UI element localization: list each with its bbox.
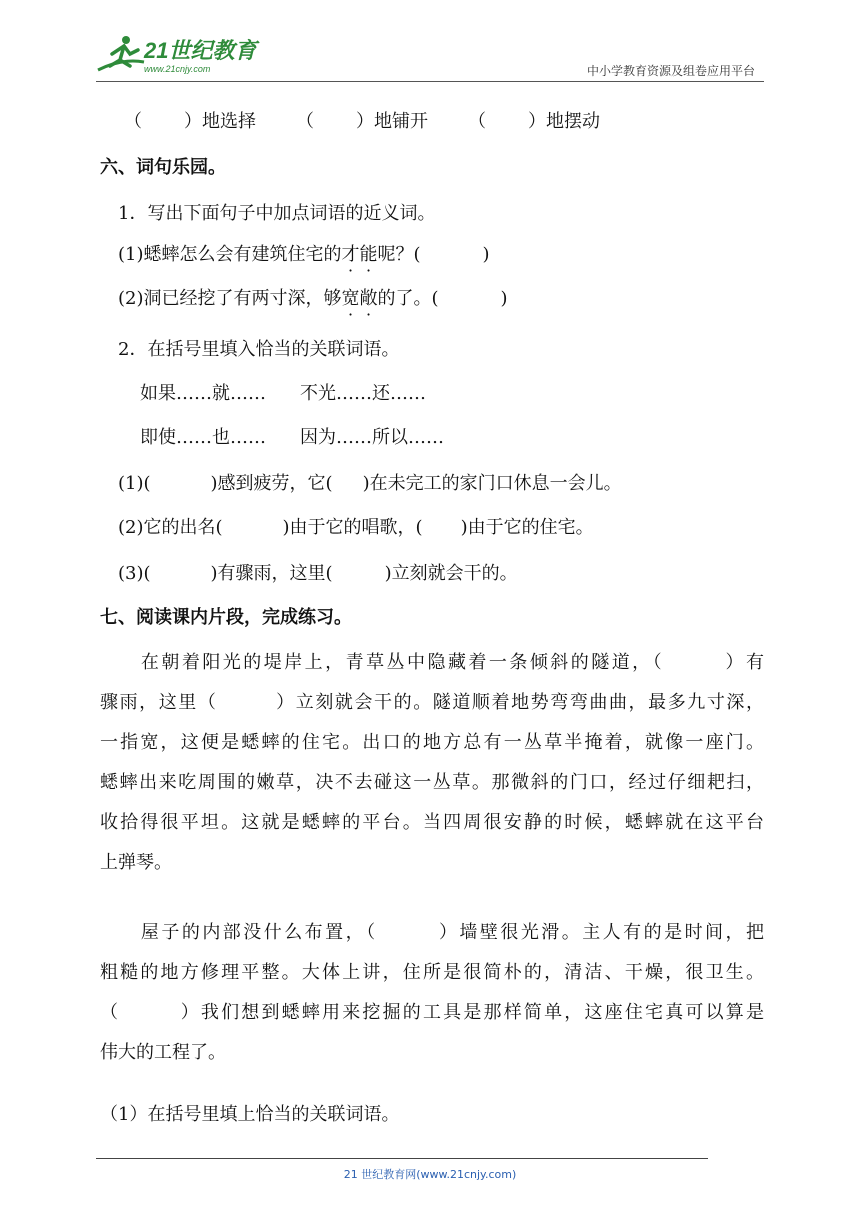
s6-q2-s1-part-b: )感到疲劳，它(	[210, 473, 333, 494]
header-divider	[96, 81, 764, 82]
s6-q2-s2-part-c: )由于它的住宅。	[460, 517, 594, 538]
s7-passage-paragraph-1	[100, 643, 764, 883]
footer-divider	[96, 1158, 708, 1159]
s6-q1-s1-post: 呢？(	[377, 244, 421, 265]
top-row-item-3: ）地摆动	[528, 111, 600, 132]
s6-q2-s1-part-c: )在未完工的家门口休息一会儿。	[362, 473, 622, 494]
s6-q1-s2-post: 的了。(	[377, 288, 439, 309]
passage-line: （ ）我们想到蟋蟀用来挖掘的工具是那样简单，这座住宅真可以算是	[100, 1002, 764, 1023]
s6-q2-option-1: 如果……就……	[140, 383, 266, 404]
s7-q1-label: （1）在括号里填上恰当的关联词语。	[100, 1104, 400, 1125]
s6-q2-option-4: 因为……所以……	[300, 427, 444, 448]
passage-line: 上弹琴。	[100, 852, 172, 873]
top-row-item-1: ）地选择	[184, 111, 256, 132]
header-tagline: 中小学教育资源及组卷应用平台	[586, 64, 755, 78]
footer-text: 21 世纪教育网(www.21cnjy.com)	[343, 1168, 517, 1181]
passage-line: 一指宽，这便是蟋蟀的住宅。出口的地方总有一丛草半掩着，就像一座门。	[100, 732, 764, 753]
logo-url: www.21cnjy.com	[144, 64, 211, 74]
top-row-paren-3: （	[468, 111, 486, 132]
passage-line: 收拾得很平坦。这就是蟋蟀的平台。当四周很安静的时候，蟋蟀就在这平台	[100, 812, 764, 833]
s6-q1-sentence-1	[118, 243, 490, 267]
dotted-char: 宽	[341, 288, 360, 309]
s6-q2-label: 2．在括号里填入恰当的关联词语。	[118, 339, 400, 360]
passage-line: 伟大的工程了。	[100, 1042, 226, 1063]
s6-q2-sentence-1	[118, 472, 622, 496]
s6-q2-sentence-2	[118, 516, 594, 540]
s6-q1-s2-pre: (2)洞已经挖了有两寸深，够	[118, 288, 342, 309]
passage-line: 骤雨，这里（ ）立刻就会干的。隧道顺着地势弯弯曲曲，最多九寸深，	[100, 692, 764, 713]
s6-q2-s2-part-b: )由于它的唱歌，(	[282, 517, 423, 538]
section7-title: 七、阅读课内片段，完成练习。	[100, 607, 352, 628]
logo-text: 21世纪教育	[144, 38, 257, 63]
s6-q2-s3-part-c: )立刻就会干的。	[384, 563, 518, 584]
s6-q2-option-2: 不光……还……	[300, 383, 426, 404]
dotted-char: 才	[341, 244, 360, 265]
site-logo	[92, 32, 262, 80]
passage-line: 在朝着阳光的堤岸上，青草丛中隐藏着一条倾斜的隧道，（ ）有	[100, 652, 764, 673]
s6-q1-s1-pre: (1)蟋蟀怎么会有建筑住宅的	[118, 244, 342, 265]
passage-line: 蟋蟀出来吃周围的嫩草，决不去碰这一丛草。那微斜的门口，经过仔细耙扫，	[100, 772, 764, 793]
s7-passage-paragraph-2	[100, 913, 764, 1073]
passage-line: 粗糙的地方修理平整。大体上讲，住所是很简朴的，清洁、干燥，很卫生。	[100, 962, 764, 983]
dotted-char: 敞	[359, 288, 378, 309]
s6-q2-s1-part-a: (1)(	[118, 473, 151, 494]
section6-title: 六、词句乐园。	[100, 157, 226, 178]
top-row-paren-2: （	[296, 111, 314, 132]
s6-q1-sentence-2	[118, 287, 508, 311]
s6-q1-s1-end: )	[482, 244, 490, 265]
s6-q1-label: 1．写出下面句子中加点词语的近义词。	[118, 203, 436, 224]
top-row-item-2: ）地铺开	[356, 111, 428, 132]
logo-runner-icon	[92, 32, 262, 80]
dotted-char: 能	[359, 244, 378, 265]
top-row-paren-1: （	[124, 111, 142, 132]
s6-q2-s3-part-b: )有骤雨，这里(	[210, 563, 333, 584]
s6-q2-s2-part-a: (2)它的出名(	[118, 517, 223, 538]
s6-q2-option-3: 即使……也……	[140, 427, 266, 448]
s6-q2-sentence-3	[118, 562, 518, 586]
s6-q1-s2-end: )	[500, 288, 508, 309]
s6-q2-s3-part-a: (3)(	[118, 563, 151, 584]
passage-line: 屋子的内部没什么布置，（ ）墙壁很光滑。主人有的是时间，把	[100, 922, 764, 943]
